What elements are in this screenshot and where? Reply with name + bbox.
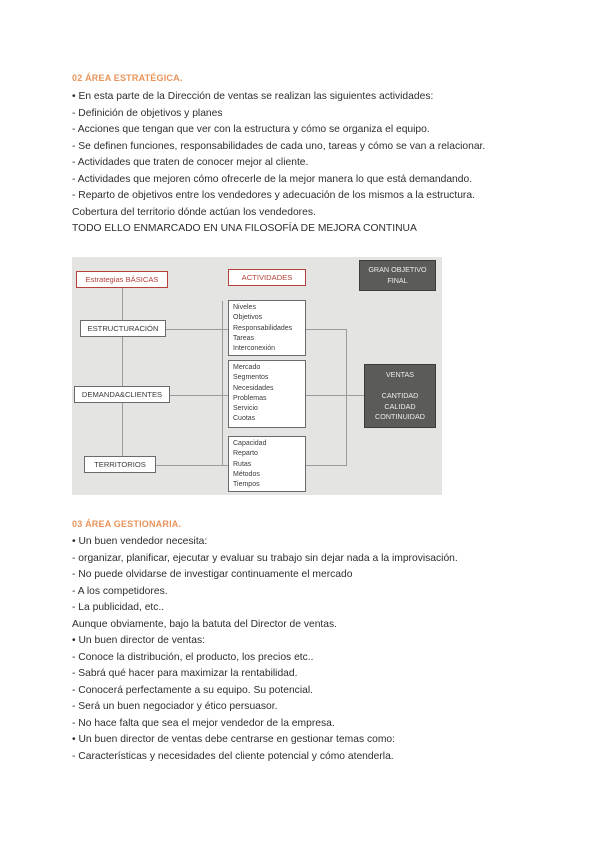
text-line: Aunque obviamente, bajo la batuta del Director de ventas. [72,618,338,630]
text-line: - Definición de objetivos y planes [72,107,223,119]
activities-list-estructuracion [228,300,306,356]
connector-line [222,301,223,466]
text-line: - Conoce la distribución, el producto, los precios etc.. [72,651,314,663]
demanda-clientes-box: DEMANDA&CLIENTES [74,386,170,403]
text-line: • Un buen director de ventas debe centrarse en gestionar temas como: [72,734,395,745]
activities-list-territorios [228,436,306,492]
connector-line [306,395,364,396]
list-item: Problemas [233,394,267,402]
management-text [72,534,542,765]
text-line: - Sabrá qué hacer para maximizar la rentabilidad. [72,668,298,679]
text-line: - Se definen funciones, responsabilidades de cada uno, tareas y cómo se van a relacionar. [72,140,486,152]
list-item: Métodos [233,470,260,478]
gran-objetivo-box [359,260,436,291]
ventas-line: VENTAS [385,370,415,379]
list-item: Mercado [233,364,261,371]
gran-objetivo-line: FINAL [387,275,408,285]
text-line: - No puede olvidarse de investigar continuamente el mercado [72,569,353,580]
text-line: - Acciones que tengan que ver con la estructura y cómo se organiza el equipo. [72,124,430,135]
connector-line [346,329,347,466]
ventas-line: CONTINUIDAD [375,412,425,421]
text-line: - A los competidores. [72,585,168,597]
section-heading-strategic: 02 ÁREA ESTRATÉGICA. [72,73,183,83]
list-item: Reparto [233,450,258,458]
text-line: - Reparto de objetivos entre los vendedores y adecuación de los mismos a la estructura. [72,190,475,201]
text-line: • Un buen vendedor necesita: [72,536,208,547]
strategic-text [72,89,542,238]
estructuracion-box: ESTRUCTURACIÓN [80,320,166,337]
section-heading-management: 03 ÁREA GESTIONARIA. [72,519,182,529]
ventas-box [364,364,436,428]
ventas-line: CANTIDAD [381,391,419,400]
list-item: Rutas [233,460,252,468]
list-item: Objetivos [233,314,263,322]
actividades-box: ACTIVIDADES [228,269,306,286]
text-line: - Actividades que mejoren cómo ofrecerle de la mejor manera lo que está demandando. [72,173,473,185]
activities-list-demanda [228,360,306,428]
list-item: Servicio [233,405,258,413]
estrategias-basicas-box: Estrategias BÁSICAS [76,271,168,288]
text-line: - No hace falta que sea el mejor vendedor de la empresa. [72,717,335,729]
text-line: Cobertura del territorio dónde actúan los vendedores. [72,206,316,218]
text-line: - Actividades que traten de conocer mejor al cliente. [72,157,309,168]
text-line: - La publicidad, etc.. [72,602,165,613]
strategy-diagram [72,257,442,495]
ventas-line [365,381,435,392]
text-line: - Será un buen negociador y ético persuasor. [72,701,278,712]
text-line: • Un buen director de ventas: [72,635,205,646]
text-line: - Características y necesidades del cliente potencial y cómo atenderla. [72,750,394,762]
text-line: - Conocerá perfectamente a su equipo. Su potencial. [72,684,313,696]
territorios-box: TERRITORIOS [84,456,156,473]
list-item: Responsabilidades [233,324,293,332]
ventas-line: CALIDAD [384,401,416,411]
text-line: - organizar, planificar, ejecutar y evaluar su trabajo sin dejar nada a la improvisación. [72,552,458,564]
connector-line [306,465,346,466]
list-item: Capacidad [233,440,267,447]
list-item: Interconexión [233,345,276,353]
gran-objetivo-line: GRAN OBJETIVO [368,265,427,274]
text-line: • En esta parte de la Dirección de ventas se realizan las siguientes actividades: [72,91,434,102]
list-item: Tareas [233,334,255,342]
list-item: Segmentos [233,374,269,382]
text-line: TODO ELLO ENMARCADO EN UNA FILOSOFÍA DE MEJORA CONTINUA [72,223,417,234]
connector-line [306,329,346,330]
list-item: Tiempos [233,481,260,489]
list-item: Necesidades [233,384,274,392]
list-item: Niveles [233,304,256,311]
list-item: Cuotas [233,415,256,423]
connector-line [122,287,123,465]
